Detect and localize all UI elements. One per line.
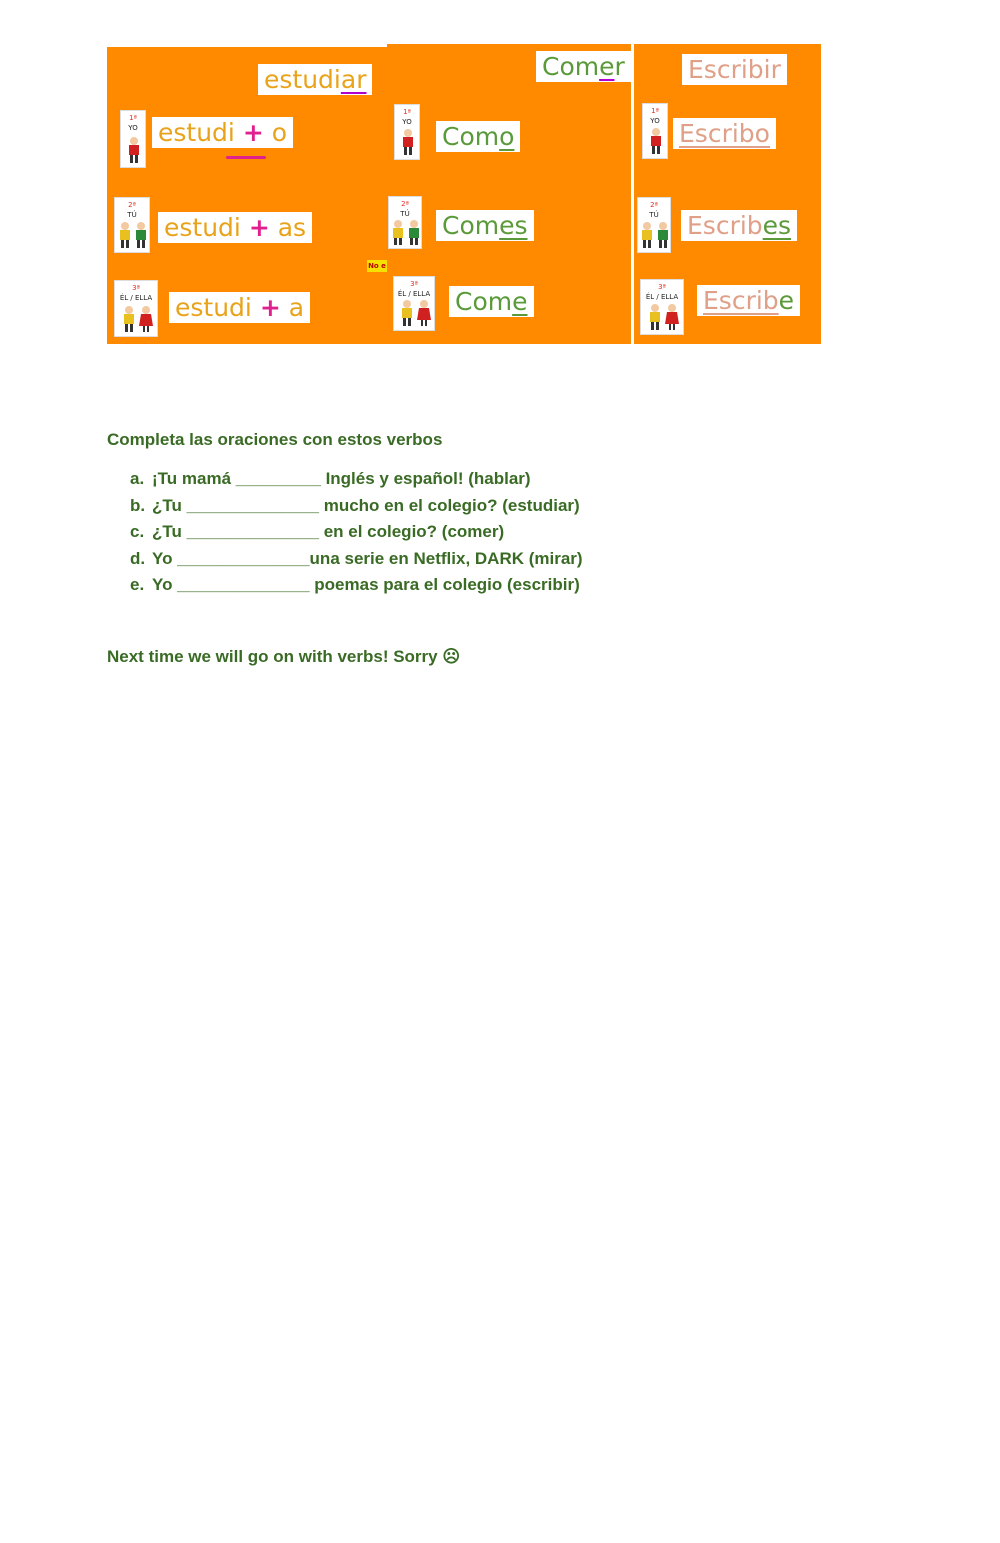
card-tu: [388, 196, 422, 249]
card-pronoun: TÚ: [649, 211, 659, 219]
exercise-item: [130, 546, 583, 573]
card-pronoun: ÉL / ELLA: [645, 293, 679, 301]
person-icon: [121, 135, 147, 165]
exercise-item: [130, 519, 583, 546]
header-comer-ending-r: r: [614, 52, 625, 81]
card-pronoun: TÚ: [127, 211, 137, 219]
card-pronoun: YO: [650, 117, 660, 125]
stem: Escrib: [703, 286, 779, 315]
item-marker: b.: [130, 495, 146, 515]
ending: es: [762, 211, 792, 240]
boy-girl-icon: [115, 304, 159, 334]
boy-girl-icon: [394, 298, 436, 328]
card-tu: [637, 197, 671, 253]
item-text: ¿Tu ______________ mucho en el colegio? (estudiar): [152, 495, 580, 515]
card-number: 3ª: [410, 280, 418, 288]
exercise-item: [130, 493, 583, 520]
plus-sign: +: [259, 293, 281, 322]
comer-el-label: [449, 286, 534, 317]
item-text: ¡Tu mamá _________ Inglés y español! (hablar): [152, 469, 531, 488]
plus-sign: +: [248, 213, 270, 242]
item-marker: d.: [130, 548, 146, 568]
item-text: Yo ______________una serie en Netflix, DARK (mirar): [152, 548, 583, 568]
boy-girl-icon: [641, 302, 685, 332]
ending: a: [288, 293, 305, 322]
board-column-divider: [631, 44, 634, 344]
comer-tu-label: [436, 210, 534, 241]
card-yo: [120, 110, 146, 168]
card-number: 1ª: [651, 107, 659, 115]
exercise-item: [130, 572, 583, 599]
escribir-yo-label: [673, 118, 776, 149]
escribir-el-label: [697, 285, 800, 316]
card-pronoun: YO: [402, 118, 412, 126]
card-yo: [394, 104, 420, 160]
highlight-stroke: [226, 156, 266, 159]
ending: o: [754, 119, 770, 148]
stem: estudi: [164, 213, 241, 242]
item-marker: e.: [130, 575, 145, 595]
header-comer-stem: Com: [542, 52, 600, 81]
card-pronoun: TÚ: [400, 210, 410, 218]
card-el-ella: [640, 279, 684, 335]
item-marker: a.: [130, 469, 145, 488]
estudiar-tu-label: [158, 212, 312, 243]
card-number: 1ª: [403, 108, 411, 116]
two-people-icon: [638, 220, 672, 250]
card-pronoun: ÉL / ELLA: [119, 294, 153, 302]
ending: es: [499, 211, 528, 240]
header-comer: [536, 51, 631, 82]
item-marker: c.: [130, 522, 145, 542]
item-text: Yo ______________ poemas para el colegio (escribir): [152, 575, 580, 595]
stem: Escrib: [679, 119, 755, 148]
card-pronoun: ÉL / ELLA: [397, 290, 431, 298]
exercise-title: Completa las oraciones con estos verbos: [107, 430, 443, 449]
card-number: 1ª: [129, 114, 137, 122]
ending: as: [277, 213, 307, 242]
header-comer-ending-e: e: [599, 52, 615, 81]
exercise-list: [130, 466, 583, 599]
board-top-edge: [107, 44, 387, 47]
header-estudiar: [258, 64, 372, 95]
escribir-tu-label: [681, 210, 797, 241]
person-icon: [643, 126, 669, 156]
estudiar-yo-label: [152, 117, 293, 148]
card-number: 3ª: [658, 283, 666, 291]
card-number: 2ª: [650, 201, 658, 209]
comer-yo-label: [436, 121, 520, 152]
card-number: 2ª: [401, 200, 409, 208]
exercise-item: [130, 466, 583, 493]
card-tu: [114, 197, 150, 253]
ending: e: [778, 286, 795, 315]
ending: o: [499, 122, 515, 151]
item-text: ¿Tu ______________ en el colegio? (comer): [152, 522, 505, 542]
person-icon: [395, 127, 421, 157]
stem: Escrib: [687, 211, 763, 240]
two-people-icon: [389, 218, 423, 246]
card-number: 2ª: [128, 201, 136, 209]
ending: o: [271, 118, 288, 147]
sticker-note: No e: [368, 262, 386, 270]
card-el-ella: [393, 276, 435, 331]
stem: Com: [455, 287, 513, 316]
header-estudiar-ending: ar: [340, 65, 367, 94]
estudiar-el-label: [169, 292, 310, 323]
stem: Com: [442, 211, 500, 240]
card-number: 3ª: [132, 284, 140, 292]
header-escribir: Escribir: [682, 54, 787, 85]
stem: estudi: [158, 118, 235, 147]
card-yo: [642, 103, 668, 159]
footer-note: Next time we will go on with verbs! Sorry ☹: [107, 647, 461, 666]
stem: Com: [442, 122, 500, 151]
two-people-icon: [115, 220, 151, 250]
header-estudiar-stem: estudi: [264, 65, 341, 94]
stem: estudi: [175, 293, 252, 322]
card-el-ella: [114, 280, 158, 337]
ending: e: [512, 287, 528, 316]
card-pronoun: YO: [128, 124, 138, 132]
plus-sign: +: [242, 118, 264, 147]
